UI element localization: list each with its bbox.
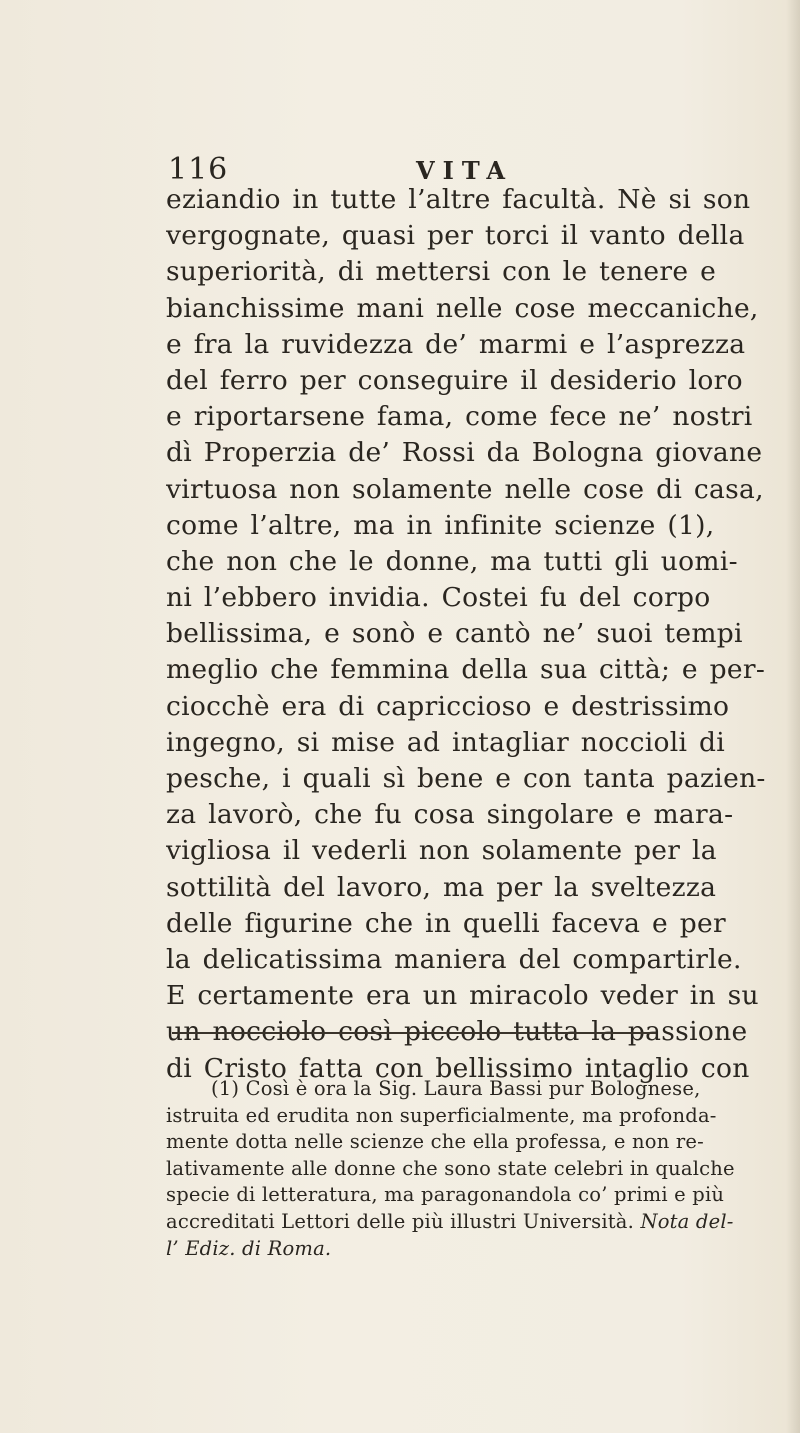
footnote bbox=[166, 1076, 798, 1262]
text-line: sottilità del lavoro, ma per la sveltezza bbox=[166, 871, 717, 903]
text-line: vergognate, quasi per torci il vanto della bbox=[166, 220, 745, 252]
text-line: E certamente era un miracolo veder in su bbox=[166, 980, 759, 1012]
footnote-last-line: l’ Ediz. di Roma. bbox=[166, 1236, 332, 1260]
footnote-line: lativamente alle donne che sono state celebri in qualche bbox=[166, 1156, 735, 1180]
text-line: vigliosa il vederli non solamente per la bbox=[166, 835, 717, 867]
text-line: bianchissime mani nelle cose meccaniche, bbox=[166, 292, 759, 324]
text-line: e riportarsene fama, come fece ne’ nostri bbox=[166, 401, 753, 433]
text-line: ni l’ebbero invidia. Costei fu del corpo bbox=[166, 582, 711, 614]
text-line: eziandio in tutte l’altre facultà. Nè si son bbox=[166, 184, 751, 215]
footnote-line: mente dotta nelle scienze che ella professa, e non re- bbox=[166, 1130, 704, 1154]
footnote-line: (1) Così è ora la Sig. Laura Bassi pur Bolognese, bbox=[211, 1077, 701, 1100]
footnote-line-text: accreditati Lettori delle più illustri Università. bbox=[166, 1209, 635, 1233]
text-line: un nocciolo così piccolo tutta la passione bbox=[166, 1016, 748, 1048]
text-line: delle figurine che in quelli faceva e per bbox=[166, 907, 726, 939]
text-line: che non che le donne, ma tutti gli uomi- bbox=[166, 545, 738, 577]
text-line: bellissima, e sonò e cantò ne’ suoi tempi bbox=[166, 618, 743, 650]
footnote-separator-rule bbox=[172, 1032, 656, 1034]
text-line: superiorità, di mettersi con le tenere e bbox=[166, 256, 717, 288]
text-line: virtuosa non solamente nelle cose di casa, bbox=[166, 473, 764, 505]
text-line: za lavorò, che fu cosa singolare e mara- bbox=[166, 799, 734, 831]
text-line: pesche, i quali sì bene e con tanta pazien- bbox=[166, 763, 766, 794]
footnote-attribution: Nota del- bbox=[640, 1209, 734, 1233]
text-line: e fra la ruvidezza de’ marmi e l’asprezza bbox=[166, 328, 746, 360]
page-number: 116 bbox=[168, 152, 229, 187]
text-line: del ferro per conseguire il desiderio loro bbox=[166, 364, 743, 396]
footnote-line: istruita ed erudita non superficialmente, ma profonda- bbox=[166, 1103, 717, 1127]
text-line: dì Properzia de’ Rossi da Bologna giovane bbox=[166, 437, 763, 469]
footnote-line bbox=[166, 1209, 798, 1236]
running-head: VITA bbox=[416, 156, 514, 185]
text-line: ciocchè era di capriccioso e destrissimo bbox=[166, 690, 730, 722]
main-text bbox=[166, 182, 798, 1087]
text-line: ingegno, si mise ad intagliar noccioli di bbox=[166, 726, 726, 758]
footnote-line: specie di letteratura, ma paragonandola co’ primi e più bbox=[166, 1183, 725, 1207]
text-line: come l’altre, ma in infinite scienze (1), bbox=[166, 509, 715, 541]
text-line: meglio che femmina della sua città; e per- bbox=[166, 654, 766, 686]
text-line: la delicatissima maniera del compartirle. bbox=[166, 943, 742, 975]
text-line: di Cristo fatta con bellissimo intaglio con bbox=[166, 1052, 750, 1084]
